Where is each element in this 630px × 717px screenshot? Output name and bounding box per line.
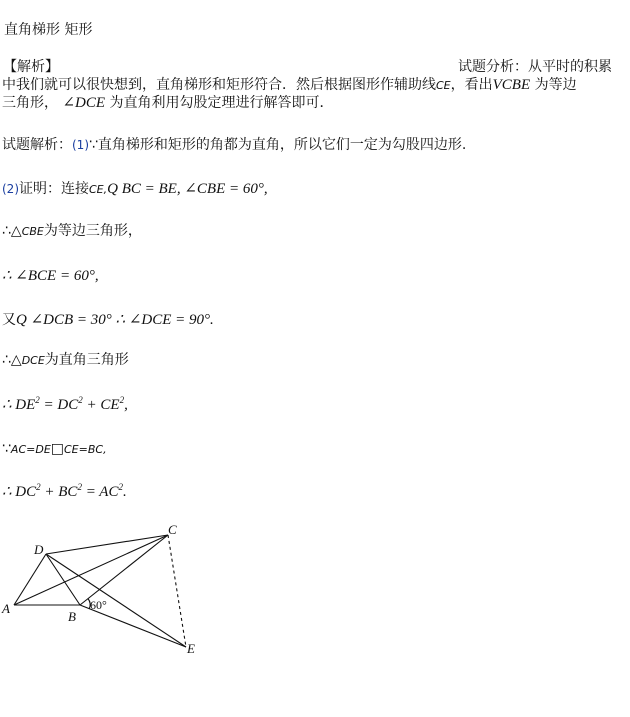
- label-E: E: [187, 641, 195, 656]
- step-equalities: ∵AC=DE□CE=BC,: [2, 441, 107, 457]
- analysis-label: 【解析】: [3, 59, 59, 75]
- solution-part-2: (2)证明：连接CE,Q BC = BE, ∠CBE = 60°,: [2, 181, 268, 197]
- step-right-triangle: ∴△DCE为直角三角形: [2, 352, 129, 368]
- answer-text: 直角梯形 矩形: [4, 22, 93, 38]
- geometry-figure: [0, 525, 630, 717]
- segment-DB: [46, 554, 80, 605]
- step-pythagoras-1: ∴ $DE^2 = DC^2 + CE^2$,: [2, 395, 128, 413]
- label-B: B: [68, 609, 76, 624]
- segment-DE: [46, 554, 186, 647]
- step-angle-dce: 又Q ∠DCB = 30° ∴ ∠DCE = 90°.: [2, 312, 214, 328]
- analysis-line-2: 三角形， ∠DCE 为直角利用勾股定理进行解答即可．: [2, 95, 334, 111]
- label-A: A: [2, 601, 10, 616]
- segment-CE-dashed: [168, 535, 186, 647]
- analysis-title-right: 试题分析：从平时的积累: [458, 59, 612, 75]
- segment-BC: [80, 535, 168, 605]
- label-angle-60: 60°: [90, 598, 107, 612]
- segment-DC: [46, 535, 168, 554]
- solution-part-1: 试题解析：(1)∵直角梯形和矩形的角都为直角，所以它们一定为勾股四边形.: [2, 137, 467, 153]
- step-pythagoras-2: ∴ $DC^2 + BC^2 = AC^2$.: [2, 482, 127, 500]
- label-D: D: [34, 542, 44, 557]
- step-equilateral: ∴△CBE为等边三角形，: [2, 223, 142, 239]
- label-C: C: [168, 525, 177, 537]
- analysis-line-1: 中我们就可以很快想到，直角梯形和矩形符合．然后根据图形作辅助线CE，看出VCBE 为等边: [2, 77, 577, 93]
- step-angle-bce: ∴ ∠BCE = 60°,: [2, 268, 99, 284]
